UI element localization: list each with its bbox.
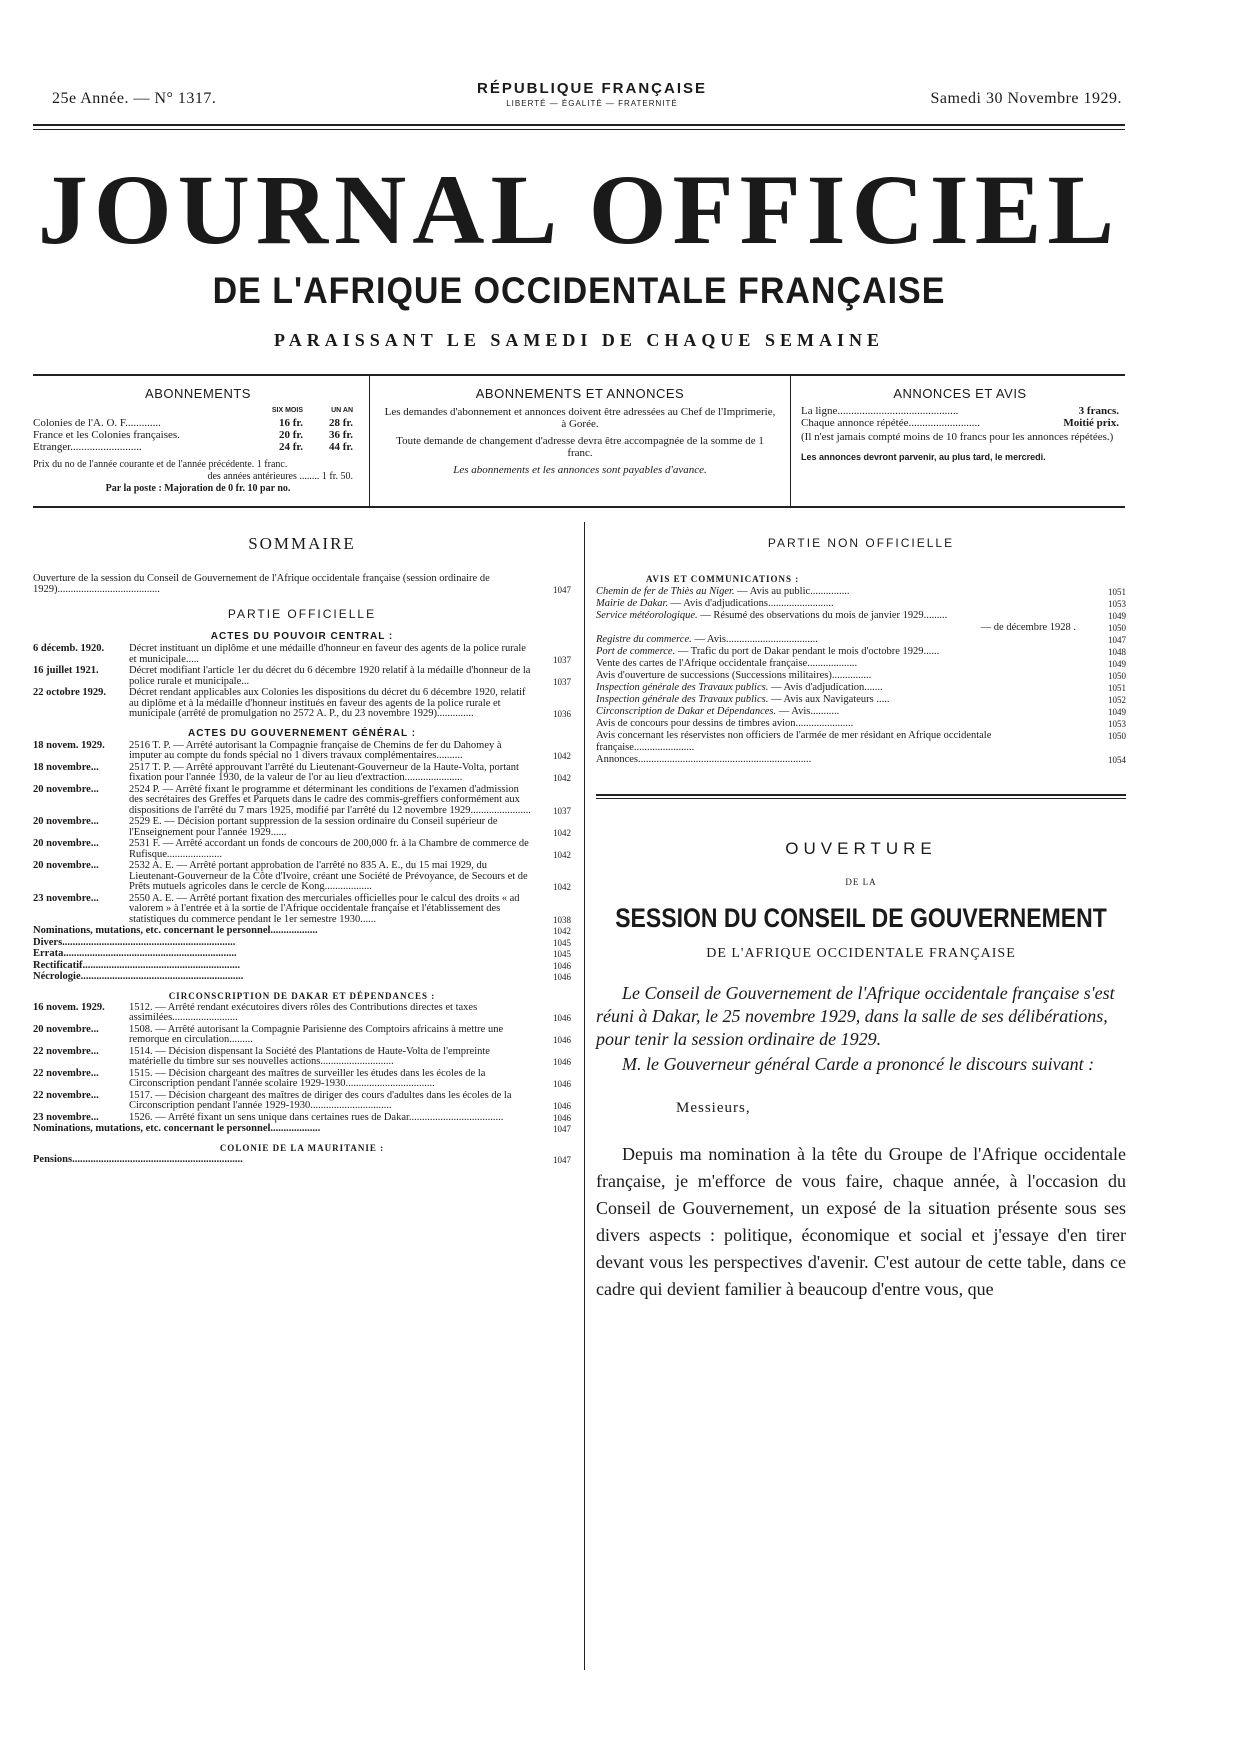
row-an: 44 fr. (328, 441, 353, 453)
payables-text: Les abonnements et les annonces sont payables d'avance. (453, 464, 707, 476)
entry-text: 2529 E. — Décision portant suppression de la session ordinaire du Conseil supérieur de l'Enseignement pour l'année 1929...... (129, 816, 498, 838)
entry-text: Décret instituant un diplôme et une médaille d'honneur en faveur des agents de la police rurale et municipale..... (129, 643, 526, 665)
entry-text: Avis concernant les réservistes non officiers de l'armée de mer résidant en Afrique occidentale française....................... (596, 730, 992, 753)
entry-page: 1050 (1108, 731, 1126, 741)
right-column (596, 530, 1126, 1303)
entry-page: 1046 (553, 972, 571, 982)
entry-date: 20 novembre... (33, 783, 99, 795)
changement-text: Toute demande de changement d'adresse devra être accompagnée de la somme de 1 franc. (396, 435, 764, 459)
row-six: 24 fr. (278, 441, 303, 453)
entry-page: 1046 (553, 1101, 571, 1111)
entry-em: Port de commerce. (596, 646, 676, 657)
article-discours-intro: M. le Gouverneur général Carde a prononcé le discours suivant : (622, 1054, 1095, 1074)
list-item (33, 861, 571, 893)
list-item (33, 1124, 571, 1135)
entry-text: — Avis................................... (691, 634, 818, 645)
list-item (596, 754, 1126, 766)
entry-page: 1048 (1108, 647, 1126, 657)
list-item (596, 610, 1126, 622)
issue-date: Samedi 30 Novembre 1929. (930, 90, 1122, 107)
entry-em: Chemin de fer de Thiès au Niger. (596, 586, 735, 597)
entry-date: 22 octobre 1929. (33, 687, 107, 698)
entry-text: Nominations, mutations, etc. concernant le personnel.................. (33, 925, 318, 936)
entry-page: 1046 (553, 1013, 571, 1023)
list-item (596, 682, 1126, 694)
entry-page: 1042 (553, 882, 571, 892)
entry-page: 1049 (1108, 707, 1126, 717)
issue-header (52, 80, 1122, 114)
list-item (33, 961, 571, 972)
sommaire-title: SOMMAIRE (248, 534, 356, 553)
entry-em: Circonscription de Dakar et Dépendances. (596, 706, 777, 717)
actes-central-heading: ACTES DU POUVOIR CENTRAL : (210, 631, 394, 642)
republic-block (412, 80, 772, 108)
sommaire-column (33, 530, 571, 1166)
list-item (33, 1069, 571, 1090)
entry-text: 1508. — Arrêté autorisant la Compagnie Parisienne des Comptoirs africains à mettre une remorque en circulation......... (129, 1023, 504, 1045)
six-mois-header: SIX MOIS (271, 407, 303, 414)
entry-text: — Avis........... (776, 706, 840, 717)
price-row (801, 405, 1119, 417)
entry-page: 1045 (553, 937, 571, 948)
list-item (33, 949, 571, 960)
entry-page: 1046 (553, 1057, 571, 1067)
un-an-header: UN AN (331, 407, 353, 414)
entry-date: 18 novembre... (33, 761, 99, 773)
entry-page: 1036 (553, 709, 571, 719)
entry-text: Avis de concours pour dessins de timbres avion...................... (596, 718, 854, 729)
article-salutation: Messieurs, (676, 1100, 751, 1116)
list-item (33, 666, 571, 687)
list-item (33, 1025, 571, 1046)
entry-text: 2550 A. E. — Arrêté portant fixation des mercuriales officielles pour le calcul des droits « ad valorem » à l'entrée et à la sortie de l'Afrique occidentale française et l'établissement des statistiques du commerce pendant le 1er semestre 1930...... (129, 892, 520, 925)
entry-text: Nominations, mutations, etc. concernant le personnel................... (33, 1123, 321, 1134)
entry-text: 2532 A. E. — Arrêté portant approbation de l'arrêté no 835 A. E., du 15 mai 1929, du Lieutenant-Gouverneur de la Côte d'Ivoire, créant une Société de Prévoyance, de Secours et de Prêts mutuels agricoles dans le cercle de Kong.................. (129, 860, 528, 892)
entry-text: 1515. — Décision chargeant des maîtres de surveiller les études dans les écoles de la Circonscription pendant l'année scolaire 1929-1930.................................. (129, 1067, 486, 1089)
entry-text: Divers.................................................................. (33, 936, 236, 948)
entry-em: Inspection générale des Travaux publics. (596, 682, 769, 693)
entry-page: 1037 (553, 676, 571, 687)
row-six: 20 fr. (278, 429, 303, 441)
list-item (33, 1091, 571, 1112)
entry-text: 2516 T. P. — Arrêté autorisant la Compagnie française de Chemins de fer du Dahomey à imputer au compte du fonds spécial no 1 divers travaux complémentaires.......... (129, 739, 502, 761)
minimum-note: (Il n'est jamais compté moins de 10 francs pour les annonces répétées.) (801, 431, 1114, 443)
entry-text: Décret modifiant l'article 1er du décret du 6 décembre 1920 relatif à la médaille d'honneur de la police rurale et municipale... (129, 665, 531, 687)
list-item (33, 839, 571, 860)
entry-text: — Avis d'adjudication....... (768, 682, 883, 693)
table-row (33, 417, 353, 429)
entry-text: — Trafic du port de Dakar pendant le mois d'octobre 1929...... (675, 646, 940, 657)
row-an: 28 fr. (328, 417, 353, 429)
entry-date: 20 novembre... (33, 838, 99, 849)
list-item (33, 817, 571, 838)
list-item (33, 938, 571, 949)
table-row (33, 441, 353, 453)
entry-page: 1051 (1108, 587, 1126, 597)
entry-page: 1054 (1108, 755, 1126, 765)
entry-text: 1517. — Décision chargeant des maîtres de diriger des cours d'adultes dans les écoles de la Circonscription pendant l'année 1929-1930............................... (129, 1089, 512, 1111)
abonnements-annonces-column (369, 376, 791, 506)
entry-date: 16 novem. 1929. (33, 1001, 105, 1013)
deadline-note: Les annonces devront parvenir, au plus tard, le mercredi. (801, 452, 1046, 462)
entry-page: 1046 (553, 1079, 571, 1089)
column-divider (584, 522, 585, 1670)
list-item (596, 634, 1126, 646)
entry-date: 22 novembre... (33, 1045, 99, 1057)
list-item (33, 644, 571, 665)
entry-page: 1037 (553, 654, 571, 665)
article-session-title: SESSION DU CONSEIL DE GOUVERNEMENT (615, 902, 1107, 933)
partie-officielle-heading: PARTIE OFFICIELLE (227, 607, 377, 621)
entry-text: 1512. — Arrêté rendant exécutoires divers rôles des Contributions directes et taxes assimilées......................... (129, 1001, 478, 1023)
entry-text: 2517 T. P. — Arrêté approuvant l'arrêté du Lieutenant-Gouverneur de la Haute-Volta, portant fixation pour l'année 1930, de la valeur de l'or au lieu d'extraction...................... (129, 761, 519, 783)
poste-line: Par la poste : Majoration de 0 fr. 10 par no. (105, 483, 291, 494)
masthead-subtitle: DE L'AFRIQUE OCCIDENTALE FRANÇAISE (212, 270, 946, 312)
abonnements-column (33, 376, 363, 506)
entry-date: 20 novembre... (33, 860, 99, 871)
avis-heading: AVIS ET COMMUNICATIONS : (646, 574, 800, 584)
devise-label: LIBERTÉ — ÉGALITÉ — FRATERNITÉ (506, 99, 678, 108)
abonnements-table (33, 405, 353, 453)
entry-date: 20 novembre... (33, 1023, 99, 1035)
entry-page: 1050 (1108, 623, 1126, 633)
list-item (33, 1155, 571, 1166)
entry-text: Pensions................................................................. (33, 1153, 243, 1165)
entry-em: Service météorologique. (596, 610, 698, 621)
annonces-avis-title: ANNONCES ET AVIS (893, 386, 1027, 401)
demandes-text: Les demandes d'abonnement et annonces doivent être adressées au Chef de l'Imprimerie, à Gorée. (384, 406, 776, 430)
entry-text: — de décembre 1928 . (980, 622, 1076, 633)
section-rule (596, 794, 1126, 799)
entry-page: 1046 (553, 1035, 571, 1045)
entry-page: 1047 (1108, 635, 1126, 645)
entry-page: 1038 (553, 914, 571, 925)
row-label: Etranger.......................... (33, 441, 142, 453)
entry-text: Décret rendant applicables aux Colonies les dispositions du décret du 6 décembre 1920, relatif au diplôme et à la médaille d'honneur institués en faveur des agents de la police rurale et municipale (arrêté de promulgation no 2572 A. P., du 23 novembre 1929).............. (129, 687, 526, 719)
entry-page: 1042 (553, 751, 571, 761)
prix-line-2: des années antérieures ........ 1 fr. 50. (207, 471, 353, 482)
list-item (33, 1003, 571, 1024)
entry-text: Ouverture de la session du Conseil de Gouvernement de l'Afrique occidentale française (session ordinaire de 1929)....................................... (33, 573, 490, 595)
list-item (33, 1047, 571, 1068)
list-item (596, 646, 1126, 658)
entry-em: Registre du commerce. (596, 634, 692, 645)
row-six: 16 fr. (278, 417, 303, 429)
row-label: Colonies de l'A. O. F............. (33, 417, 161, 429)
entry-text: Nécrologie.............................................................. (33, 971, 244, 982)
entry-date: 22 novembre... (33, 1067, 99, 1079)
entry-page: 1053 (1108, 719, 1126, 729)
entry-page: 1053 (1108, 599, 1126, 609)
list-item (33, 763, 571, 784)
entry-em: Inspection générale des Travaux publics. (596, 694, 769, 705)
entry-page: 1042 (553, 773, 571, 783)
entry-page: 1050 (1108, 671, 1126, 681)
repetee-value: Moitié prix. (1063, 417, 1119, 429)
article-body: Depuis ma nomination à la tête du Groupe de l'Afrique occidentale française, je m'efforce de vous faire, chaque année, à l'occasion du Conseil de Gouvernement, un exposé de la situation présente sous ses divers aspects : politique, économique et social et j'essaye d'en tirer devant vous les perspectives d'avenir. C'est autour de cette table, dans ce cadre qui devient familier à beaucoup d'entre vous, que (596, 1144, 1126, 1299)
masthead-title: JOURNAL OFFICIEL (37, 154, 1121, 265)
annonces-avis-column (795, 376, 1125, 506)
entry-text: 1526. — Arrêté fixant un sens unique dans certaines rues de Dakar.................................... (129, 1111, 504, 1123)
abonnements-annonces-title: ABONNEMENTS ET ANNONCES (475, 386, 685, 401)
entry-page: 1051 (1108, 683, 1126, 693)
list-item (596, 718, 1126, 730)
entry-text: Errata.................................................................. (33, 948, 237, 959)
partie-non-officielle-heading: PARTIE NON OFFICIELLE (767, 536, 955, 550)
actes-gg-heading: ACTES DU GOUVERNEMENT GÉNÉRAL : (187, 727, 417, 739)
entry-date: 16 juillet 1921. (33, 665, 99, 676)
entry-page: 1042 (553, 827, 571, 838)
list-item (596, 598, 1126, 610)
article-intro: Le Conseil de Gouvernement de l'Afrique occidentale française s'est réuni à Dakar, le 25 novembre 1929, dans la salle de ses délibérations, pour tenir la session ordinaire de 1929. (596, 983, 1115, 1049)
entry-page: 1046 (553, 1112, 571, 1123)
dakar-heading: CIRCONSCRIPTION DE DAKAR ET DÉPENDANCES : (168, 990, 436, 1001)
list-item (596, 658, 1126, 670)
entry-page: 1037 (553, 805, 571, 816)
entry-date: 20 novembre... (33, 816, 99, 827)
entry-page: 1042 (553, 849, 571, 860)
list-item (33, 894, 571, 926)
entry-page: 1047 (553, 1124, 571, 1134)
entry-date: 23 novembre... (33, 892, 99, 904)
table-row (33, 429, 353, 441)
entry-date: 23 novembre... (33, 1111, 99, 1123)
entry-text: 2531 F. — Arrêté accordant un fonds de concours de 200,000 fr. à la Chambre de commerce de Rufisque..................... (129, 838, 529, 860)
repetee-label: Chaque annonce répétée.......................... (801, 417, 980, 429)
ligne-value: 3 francs. (1078, 405, 1119, 417)
entry-page: 1045 (553, 949, 571, 959)
list-item (33, 785, 571, 817)
list-item (33, 688, 571, 720)
entry-page: 1047 (553, 584, 571, 595)
entry-date: 18 novem. 1929. (33, 739, 105, 751)
entry-text: Rectificatif............................................................ (33, 959, 241, 971)
price-row (801, 417, 1119, 429)
entry-page: 1049 (1108, 611, 1126, 621)
row-label: France et les Colonies françaises. (33, 429, 180, 441)
issue-number: 25e Année. — N° 1317. (52, 90, 217, 107)
entry-page: 1047 (553, 1154, 571, 1165)
entry-page: 1042 (553, 926, 571, 936)
subscription-box (33, 374, 1125, 508)
entry-text: — Avis d'adjudications......................... (668, 598, 834, 609)
article-afrique-subtitle: DE L'AFRIQUE OCCIDENTALE FRANÇAISE (706, 946, 1016, 961)
entry-page: 1046 (553, 960, 571, 971)
entry-em: Mairie de Dakar. (596, 598, 669, 609)
row-an: 36 fr. (328, 429, 353, 441)
article-ouverture: OUVERTURE (785, 839, 937, 858)
list-item (33, 926, 571, 937)
list-item (596, 730, 1126, 754)
list-item (596, 706, 1126, 718)
list-item (596, 586, 1126, 598)
list-item (596, 670, 1126, 682)
avis-list (596, 586, 1126, 766)
entry-text: — Avis aux Navigateurs ..... (768, 694, 890, 705)
list-item (33, 972, 571, 983)
entry-text: — Résumé des observations du mois de janvier 1929......... (697, 610, 948, 621)
list-item (596, 622, 1126, 634)
mauritanie-heading: COLONIE DE LA MAURITANIE : (219, 1142, 385, 1153)
republique-label: RÉPUBLIQUE FRANÇAISE (476, 80, 707, 97)
entry-text: Avis d'ouverture de successions (Successions militaires)............... (596, 670, 872, 681)
entry-date: 6 décemb. 1920. (33, 643, 105, 654)
entry-text: 1514. — Décision dispensant la Société des Plantations de Haute-Volta de l'empreinte matérielle du timbre sur ses nouvelles actions............................ (129, 1045, 490, 1067)
entry-text: Annonces.................................................................. (596, 754, 812, 765)
entry-text: Vente des cartes de l'Afrique occidentale française................... (596, 658, 858, 669)
entry-page: 1052 (1108, 695, 1126, 705)
entry-date: 22 novembre... (33, 1089, 99, 1101)
list-item (33, 574, 571, 595)
prix-line: Prix du no de l'année courante et de l'année précédente. 1 franc. (33, 459, 288, 470)
entry-text: — Avis au public............... (734, 586, 850, 597)
list-item (33, 741, 571, 762)
parution-line: PARAISSANT LE SAMEDI DE CHAQUE SEMAINE (274, 330, 884, 350)
entry-text: 2524 P. — Arrêté fixant le programme et déterminant les conditions de l'examen d'admission des secrétaires des Greffes et Parquets dans le cadre des commis-greffiers conformément aux dispositions de l'arrêté du 7 mars 1925, modifié par l'arrêté du 12 novembre 1929....................... (129, 783, 531, 816)
ligne-label: La ligne............................................ (801, 405, 959, 417)
abonnements-title: ABONNEMENTS (145, 386, 251, 401)
article-de-la: DE LA (845, 877, 877, 887)
header-rule (33, 124, 1125, 130)
entry-page: 1049 (1108, 659, 1126, 669)
list-item (33, 1113, 571, 1124)
list-item (596, 694, 1126, 706)
